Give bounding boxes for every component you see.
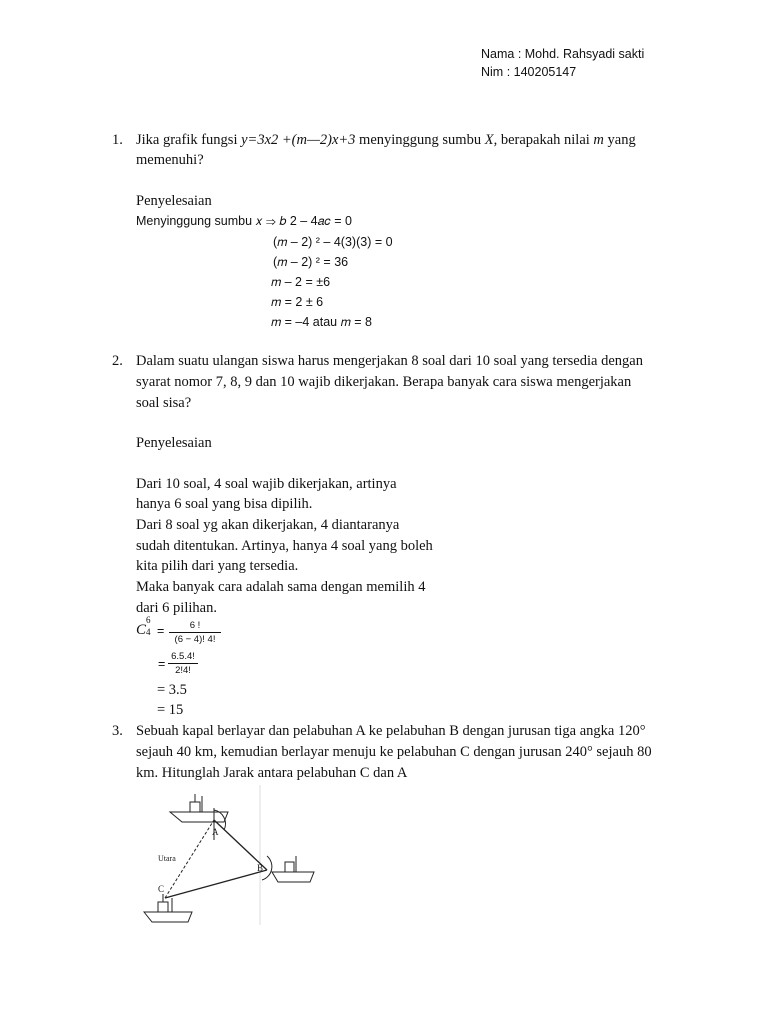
ship-route-diagram <box>130 780 330 930</box>
q2-explain-2: hanya 6 soal yang bisa dipilih. <box>136 496 313 512</box>
q2-explain-4: sudah ditentukan. Artinya, hanya 4 soal yang boleh <box>136 538 433 554</box>
q1-step-1: Menyinggung sumbu 𝑥 ⇒ 𝑏 2 – 4𝑎𝑐 = 0 <box>136 214 352 228</box>
q3-text-line1: Sebuah kapal berlayar dan pelabuhan A ke pelabuhan B dengan jurusan tiga angka 120° <box>136 723 646 739</box>
q2-text-line3: soal sisa? <box>136 395 192 411</box>
q1-step-5: 𝑚 = 2 ± 6 <box>271 295 324 309</box>
q3-text-line2: sejauh 40 km, kemudian berlayar menuju ke pelabuhan C dengan jurusan 240° sejauh 80 <box>136 744 652 760</box>
q1-step-2: (𝑚 – 2) ² – 4(3)(3) = 0 <box>273 235 393 249</box>
equals-2: = <box>158 657 166 671</box>
combination-symbol: C 6 4 <box>136 615 151 638</box>
equals-1: = <box>157 624 165 638</box>
q1-step-4: 𝑚 – 2 = ±6 <box>271 275 331 289</box>
angle-arc-b <box>262 856 272 880</box>
q1-solution-label: Penyelesaian <box>136 193 212 209</box>
q2-explain-5: kita pilih dari yang tersedia. <box>136 558 299 574</box>
label-north: Utara <box>158 854 176 863</box>
label-b: B <box>257 863 264 873</box>
q3-number: 3. <box>112 723 123 739</box>
ship-c <box>144 894 192 922</box>
student-name: Nama : Mohd. Rahsyadi sakti <box>481 47 645 61</box>
route-bc <box>165 870 267 898</box>
q3-text-line3: km. Hitunglah Jarak antara pelabuhan C dan A <box>136 765 408 781</box>
label-c: C <box>158 884 165 894</box>
q2-number: 2. <box>112 353 123 369</box>
q1-text-line2: memenuhi? <box>136 152 204 168</box>
q2-text-line1: Dalam suatu ulangan siswa harus mengerjakan 8 soal dari 10 soal yang tersedia dengan <box>136 353 643 369</box>
ship-a <box>170 794 228 822</box>
fraction-2: $\frac{6.5.4!}{2!4!}$ <box>168 651 198 676</box>
q2-text-line2: syarat nomor 7, 8, 9 dan 10 wajib dikerjakan. Berapa banyak cara siswa mengerjakan <box>136 374 632 390</box>
q2-explain-1: Dari 10 soal, 4 soal wajib dikerjakan, artinya <box>136 476 397 492</box>
result-1: = 3.5 <box>157 682 187 698</box>
label-a: A <box>212 827 219 837</box>
q1-number: 1. <box>112 132 123 148</box>
result-2: = 15 <box>157 702 184 718</box>
fraction-1: $\frac{6 !}{(6 - 4)! 4!}$ <box>169 620 221 645</box>
q2-solution-label: Penyelesaian <box>136 435 212 451</box>
q1-step-6: 𝑚 = –4 atau 𝑚 = 8 <box>271 315 372 329</box>
q1-step-3: (𝑚 – 2) ² = 36 <box>273 255 349 269</box>
ship-b <box>272 856 314 882</box>
q2-explain-6: Maka banyak cara adalah sama dengan memilih 4 <box>136 579 426 595</box>
student-nim: Nim : 140205147 <box>481 65 577 79</box>
q2-explain-3: Dari 8 soal yg akan dikerjakan, 4 diantaranya <box>136 517 400 533</box>
q1-text: Jika grafik fungsi y=3x2 +(m—2)x+3 menyinggung sumbu X, berapakah nilai m yang <box>136 132 636 148</box>
q2-explain-7: dari 6 pilihan. <box>136 600 217 616</box>
